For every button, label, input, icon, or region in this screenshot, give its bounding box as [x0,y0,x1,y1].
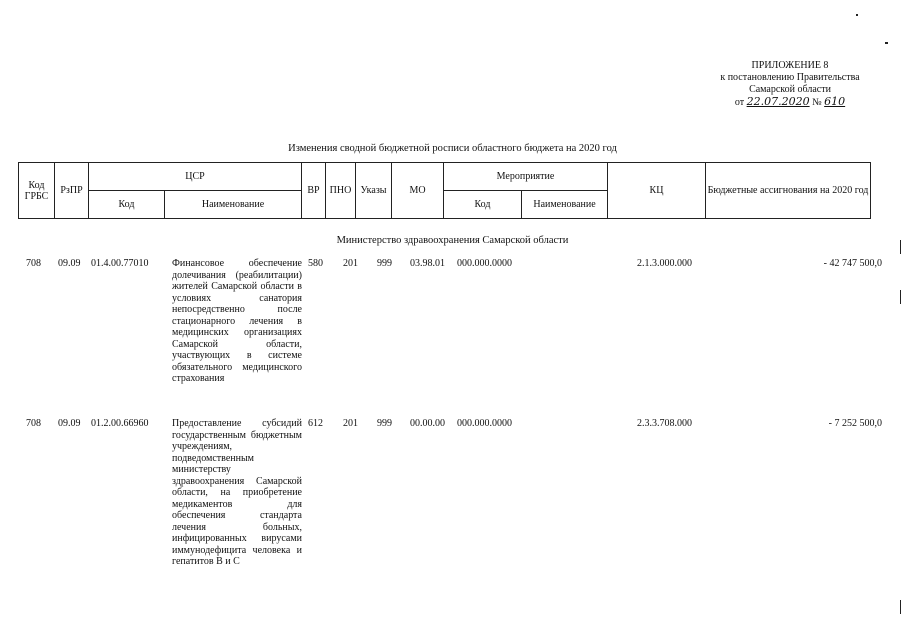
appendix-block [700,60,880,109]
header-kod-grbs: Код ГРБС [19,163,55,219]
number-prefix: № [812,97,822,108]
date-value: 22.07.2020 [746,95,810,108]
section-title: Министерство здравоохранения Самарской области [336,235,569,246]
header-csr: ЦСР [89,163,302,191]
header-table [18,162,871,219]
header-vr: ВР [302,163,326,219]
header-mer-name: Наименование [522,191,608,219]
row-grbs: 708 [26,258,41,269]
appendix-region: Самарской области [749,84,831,95]
appendix-subtitle: к постановлению Правительства [720,72,860,83]
row-pno: 201 [343,258,358,269]
header-mer-kod: Код [444,191,522,219]
row-mer-code: 000.000.0000 [457,418,512,429]
row-mo: 00.00.00 [410,418,445,429]
row-name: Предоставление субсидий государственным бюджетным учреждениям, подведомственным министерству здравоохранения Самарской области, на приобретение медикаментов для обеспечения стандарта лечения больных, инфицированных вирусами иммунодефицита человека и гепатитов В и С [172,418,302,567]
appendix-date-line [700,96,880,109]
row-ukazy: 999 [377,258,392,269]
row-mo: 03.98.01 [410,258,445,269]
date-prefix: от [734,97,745,108]
row-mer-code: 000.000.0000 [457,258,512,269]
row-amount: - 42 747 500,0 [823,258,882,269]
header-csr-name: Наименование [165,191,302,219]
row-csr-code: 01.2.00.66960 [91,418,149,429]
number-value: 610 [824,95,846,108]
appendix-title: ПРИЛОЖЕНИЕ 8 [751,60,829,71]
header-budget: Бюджетные ассигнования на 2020 год [706,163,871,219]
row-kc: 2.3.3.708.000 [637,418,692,429]
row-name: Финансовое обеспечение долечивания (реабилитации) жителей Самарской области в условиях санатория непосредственно после стационарного лечения в медицинских организациях Самарской области, участвующих в системе обязательного медицинского страхования [172,258,302,384]
row-vr: 580 [308,258,323,269]
header-meropriyatie: Мероприятие [444,163,608,191]
header-ukazy: Указы [356,163,392,219]
row-rzpr: 09.09 [58,418,81,429]
header-kc: КЦ [608,163,706,219]
scan-edge-mark [900,600,901,614]
document-title: Изменения сводной бюджетной росписи областного бюджета на 2020 год [288,143,617,154]
header-rzpr: РзПР [55,163,89,219]
row-kc: 2.1.3.000.000 [637,258,692,269]
header-csr-kod: Код [89,191,165,219]
row-rzpr: 09.09 [58,258,81,269]
scan-speck [856,14,858,16]
scan-speck [885,42,888,44]
scan-edge-mark [900,290,901,304]
row-csr-code: 01.4.00.77010 [91,258,149,269]
row-grbs: 708 [26,418,41,429]
header-pno: ПНО [326,163,356,219]
row-vr: 612 [308,418,323,429]
row-ukazy: 999 [377,418,392,429]
header-mo: МО [392,163,444,219]
row-amount: - 7 252 500,0 [828,418,882,429]
row-pno: 201 [343,418,358,429]
